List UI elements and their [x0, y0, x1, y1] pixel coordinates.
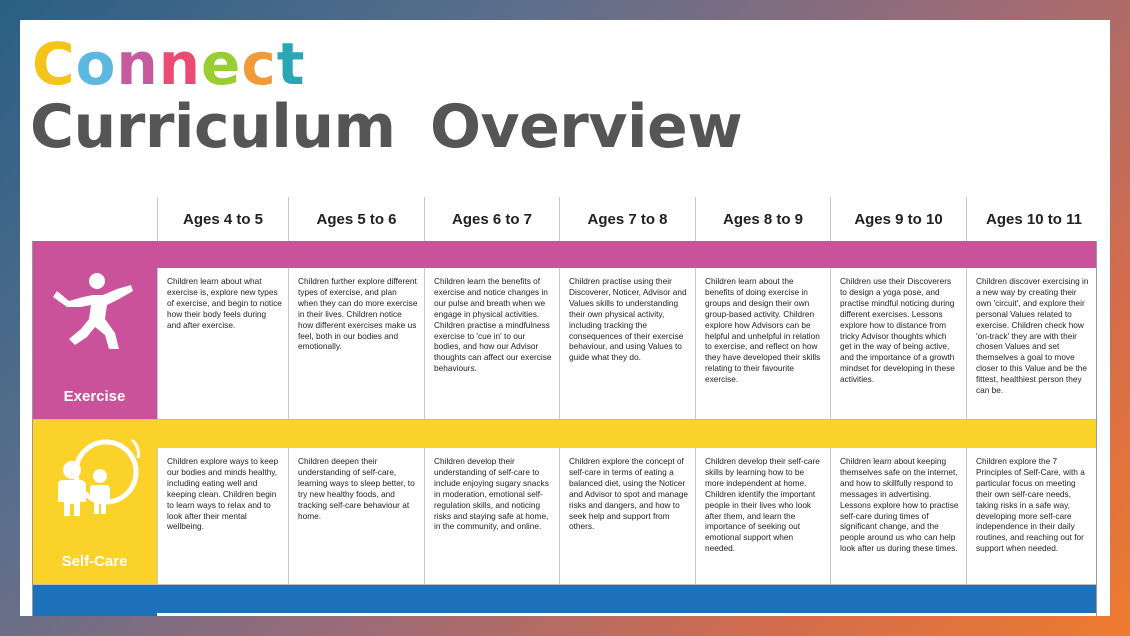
logo-letter: e	[201, 30, 242, 98]
next-row-header	[32, 585, 157, 616]
exercise-cell: Children discover exercising in a new way by creating their own 'circuit', and explore their personal Values related to exercise. Children check how 'on-track' they are with their chosen Values and set themselves a goal to move closer to this Value and be the fittest, healthiest person they can be.	[966, 268, 1096, 419]
logo-letter: t	[276, 30, 306, 98]
exercise-row-header	[32, 241, 157, 419]
exercise-cell: Children learn about the benefits of doing exercise in groups and design their own group-based activity. Children explore how Advisors can be helpful and unhelpful in relation to exercise, and reflect on how they have developed their skills relating to their favourite exercise.	[695, 268, 830, 419]
table-left-border	[32, 241, 33, 616]
logo-letter: n	[158, 30, 202, 98]
selfcare-row-header	[32, 420, 157, 584]
logo-letter: n	[116, 30, 159, 98]
selfcare-cell: Children explore the 7 Principles of Self-Care, with a particular focus on meeting their own self-care needs, taking risks in a safe way, developing more self-care independence in their daily routines, and reaching out for support when needed.	[966, 448, 1096, 584]
connect-logo	[32, 30, 306, 98]
curriculum-page	[20, 20, 1110, 616]
exercise-cell: Children use their Discoverers to design a yoga pose, and practise mindful noticing during different exercises. Lessons explore how to distance from tricky Advisor thoughts which get in the way of being active, and the importance of a growth mindset for developing in these activities.	[830, 268, 966, 419]
selfcare-people-icon	[50, 428, 140, 518]
selfcare-cell: Children deepen their understanding of self-care, learning ways to sleep better, to try new healthy foods, and tracking self-care behaviour at home.	[288, 448, 424, 584]
age-header: Ages 10 to 11	[966, 197, 1101, 241]
exercise-cell: Children learn about what exercise is, explore new types of exercise, and begin to notice how their body feels during and after exercise.	[157, 268, 288, 419]
selfcare-cell: Children explore ways to keep our bodies and minds healthy, including eating well and keeping clean. Children begin to learn ways to relax and to look after their mental wellbeing.	[157, 448, 288, 584]
selfcare-cell: Children learn about keeping themselves safe on the internet, and how to skillfully respond to messages in advertising. Lessons explore how to practise self-care during times of significant change, and the people around us who can help look after us during these times.	[830, 448, 966, 584]
selfcare-label: Self-Care	[61, 553, 128, 570]
page-title: Curriculum Overview	[30, 92, 743, 162]
exercise-label: Exercise	[63, 388, 126, 405]
logo-letter: c	[241, 30, 277, 98]
selfcare-cell: Children explore the concept of self-care in terms of eating a balanced diet, using the Noticer and Advisor to spot and manage risks and dangers, and how to seek help and support from others.	[559, 448, 695, 584]
age-header: Ages 7 to 8	[559, 197, 695, 241]
age-header: Ages 4 to 5	[157, 197, 288, 241]
exercise-figure-icon	[53, 271, 137, 351]
exercise-cell: Children further explore different types of exercise, and plan when they can do more exercise in their lives. Children notice how different exercises make us feel, both in our bodies and emotionally.	[288, 268, 424, 419]
age-header: Ages 6 to 7	[424, 197, 559, 241]
exercise-cell: Children learn the benefits of exercise and notice changes in our pulse and breath when we engage in physical activities. Children practise a mindfulness exercise to 'cue in' to our bodies, and how our Advisor thoughts can affect our exercise behaviours.	[424, 268, 559, 419]
selfcare-band	[157, 420, 1096, 448]
age-header: Ages 9 to 10	[830, 197, 966, 241]
age-header: Ages 5 to 6	[288, 197, 424, 241]
exercise-cell: Children practise using their Discoverer, Noticer, Advisor and Values skills to understanding their own physical activity, including tracking the consequences of their exercise behaviour, and using Values to guide what they do.	[559, 268, 695, 419]
table-right-border	[1096, 241, 1097, 616]
exercise-band	[157, 241, 1096, 268]
logo-letter: o	[75, 30, 117, 98]
selfcare-cell: Children develop their understanding of self-care to include enjoying sugary snacks in moderation, emotional self-regulation skills, and noticing risks and staying safe at home, in the community, and online.	[424, 448, 559, 584]
age-header: Ages 8 to 9	[695, 197, 830, 241]
selfcare-cell: Children develop their self-care skills by learning how to be more independent at home. Children identify the important people in their lives who look after them, and learn the importance of seeking out emotional support when needed.	[695, 448, 830, 584]
next-band	[157, 585, 1096, 613]
logo-letter: C	[32, 30, 76, 98]
